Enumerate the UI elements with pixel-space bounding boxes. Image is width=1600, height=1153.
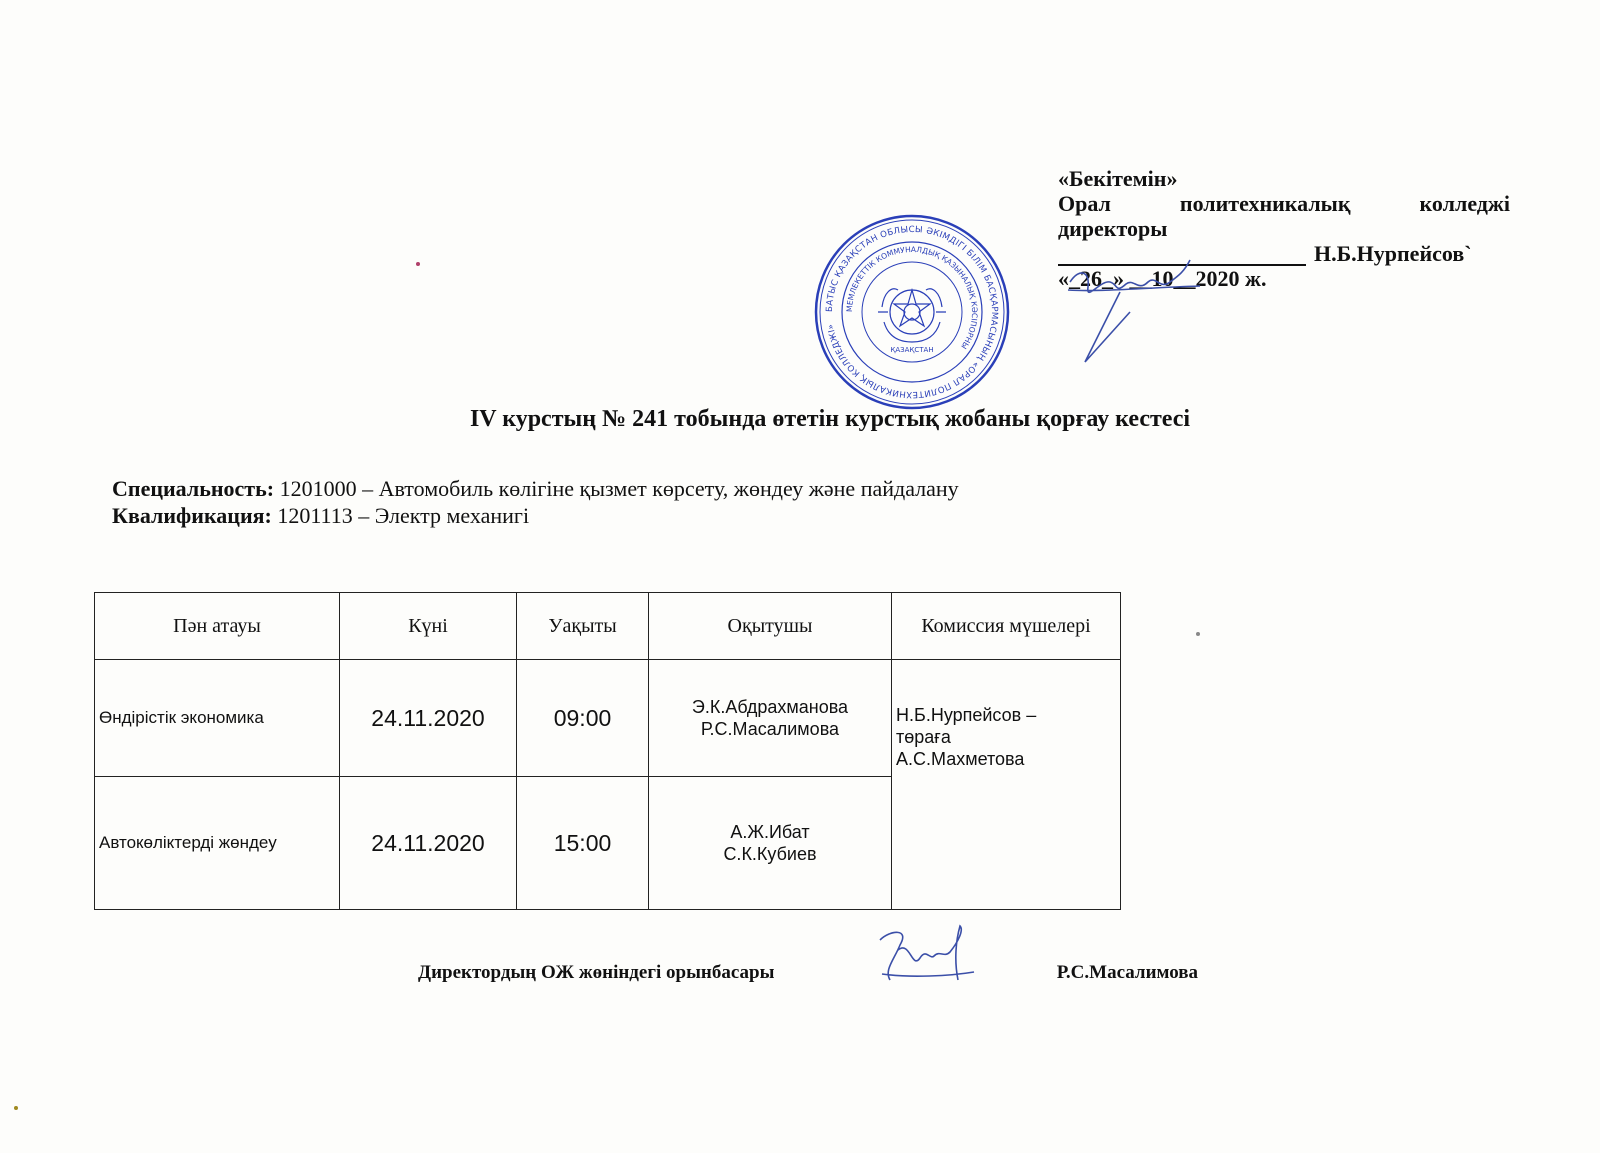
cell-teachers — [649, 660, 892, 777]
header-subject: Пән атауы — [95, 593, 340, 660]
table-header-row — [95, 593, 1121, 660]
commission-role: төраға — [896, 727, 951, 747]
cell-commission — [892, 660, 1121, 910]
seal-inner-text: МЕМЛЕКЕТТІК КОММУНАЛДЫҚ ҚАЗЫНАЛЫҚ КӘСІПОРНЫ — [844, 244, 980, 351]
approval-word: Орал — [1058, 191, 1111, 216]
specialty-line — [112, 475, 959, 502]
specialty-block — [112, 475, 959, 529]
cell-time: 09:00 — [517, 660, 649, 777]
qualification-label: Квалификация: — [112, 503, 272, 528]
approval-signatory: Н.Б.Нурпейсов` — [1314, 241, 1472, 266]
teacher-name: С.К.Кубиев — [723, 844, 817, 864]
deputy-signature — [870, 920, 980, 1000]
cell-time: 15:00 — [517, 777, 649, 910]
specialty-label: Специальность: — [112, 476, 275, 501]
header-teacher: Оқытушы — [649, 593, 892, 660]
teacher-name: А.Ж.Ибат — [730, 822, 810, 842]
speck — [416, 262, 420, 266]
footer-signature-line — [418, 962, 1198, 984]
commission-member: А.С.Махметова — [896, 749, 1025, 769]
speck — [1196, 632, 1200, 636]
director-signature — [1060, 232, 1220, 372]
cell-subject: Өндірістік экономика — [95, 660, 340, 777]
speck — [14, 1106, 18, 1110]
schedule-table — [94, 592, 1121, 910]
document-title: IV курстың № 241 тобында өтетін курстық жобаны қорғау кестесі — [469, 406, 1191, 432]
specialty-value: 1201000 – Автомобиль көлігіне қызмет көрсету, жөндеу және пайдалану — [274, 476, 959, 501]
approval-heading: «Бекітемін» — [1058, 166, 1178, 191]
approval-word: колледжі — [1419, 191, 1510, 216]
teacher-name: Р.С.Масалимова — [700, 719, 840, 739]
cell-teachers — [649, 777, 892, 910]
commission-member: Н.Б.Нурпейсов – — [896, 705, 1037, 725]
header-time: Уақыты — [517, 593, 649, 660]
cell-date: 24.11.2020 — [340, 660, 517, 777]
approval-word: политехникалық — [1179, 191, 1351, 216]
header-commission: Комиссия мүшелері — [892, 593, 1121, 660]
qualification-line — [112, 502, 959, 529]
teacher-name: Э.К.Абдрахманова — [691, 697, 849, 717]
approval-position-line2: директоры — [1058, 216, 1168, 241]
svg-text:ҚАЗАҚСТАН: ҚАЗАҚСТАН — [890, 346, 934, 354]
header-date: Күні — [340, 593, 517, 660]
approval-position-line — [1058, 191, 1510, 216]
official-seal — [812, 212, 1012, 412]
table-row — [95, 660, 1121, 777]
approval-date: «_26_» __10__2020 ж. — [1058, 266, 1267, 291]
footer-name: Р.С.Масалимова — [1056, 962, 1198, 983]
qualification-value: 1201113 – Электр механигі — [271, 503, 530, 528]
seal-outer-text: БАТЫС ҚАЗАҚСТАН ОБЛЫСЫ ӘКІМДІГІ БІЛІМ БАСҚАРМАСЫНЫҢ «ОРАЛ ПОЛИТЕХНИКАЛЫҚ КОЛЛЕДЖІ» — [824, 224, 1000, 400]
cell-subject: Автокөліктерді жөндеу — [95, 777, 340, 910]
cell-date: 24.11.2020 — [340, 777, 517, 910]
footer-position: Директордың ОЖ жөніндегі орынбасары — [418, 962, 775, 983]
